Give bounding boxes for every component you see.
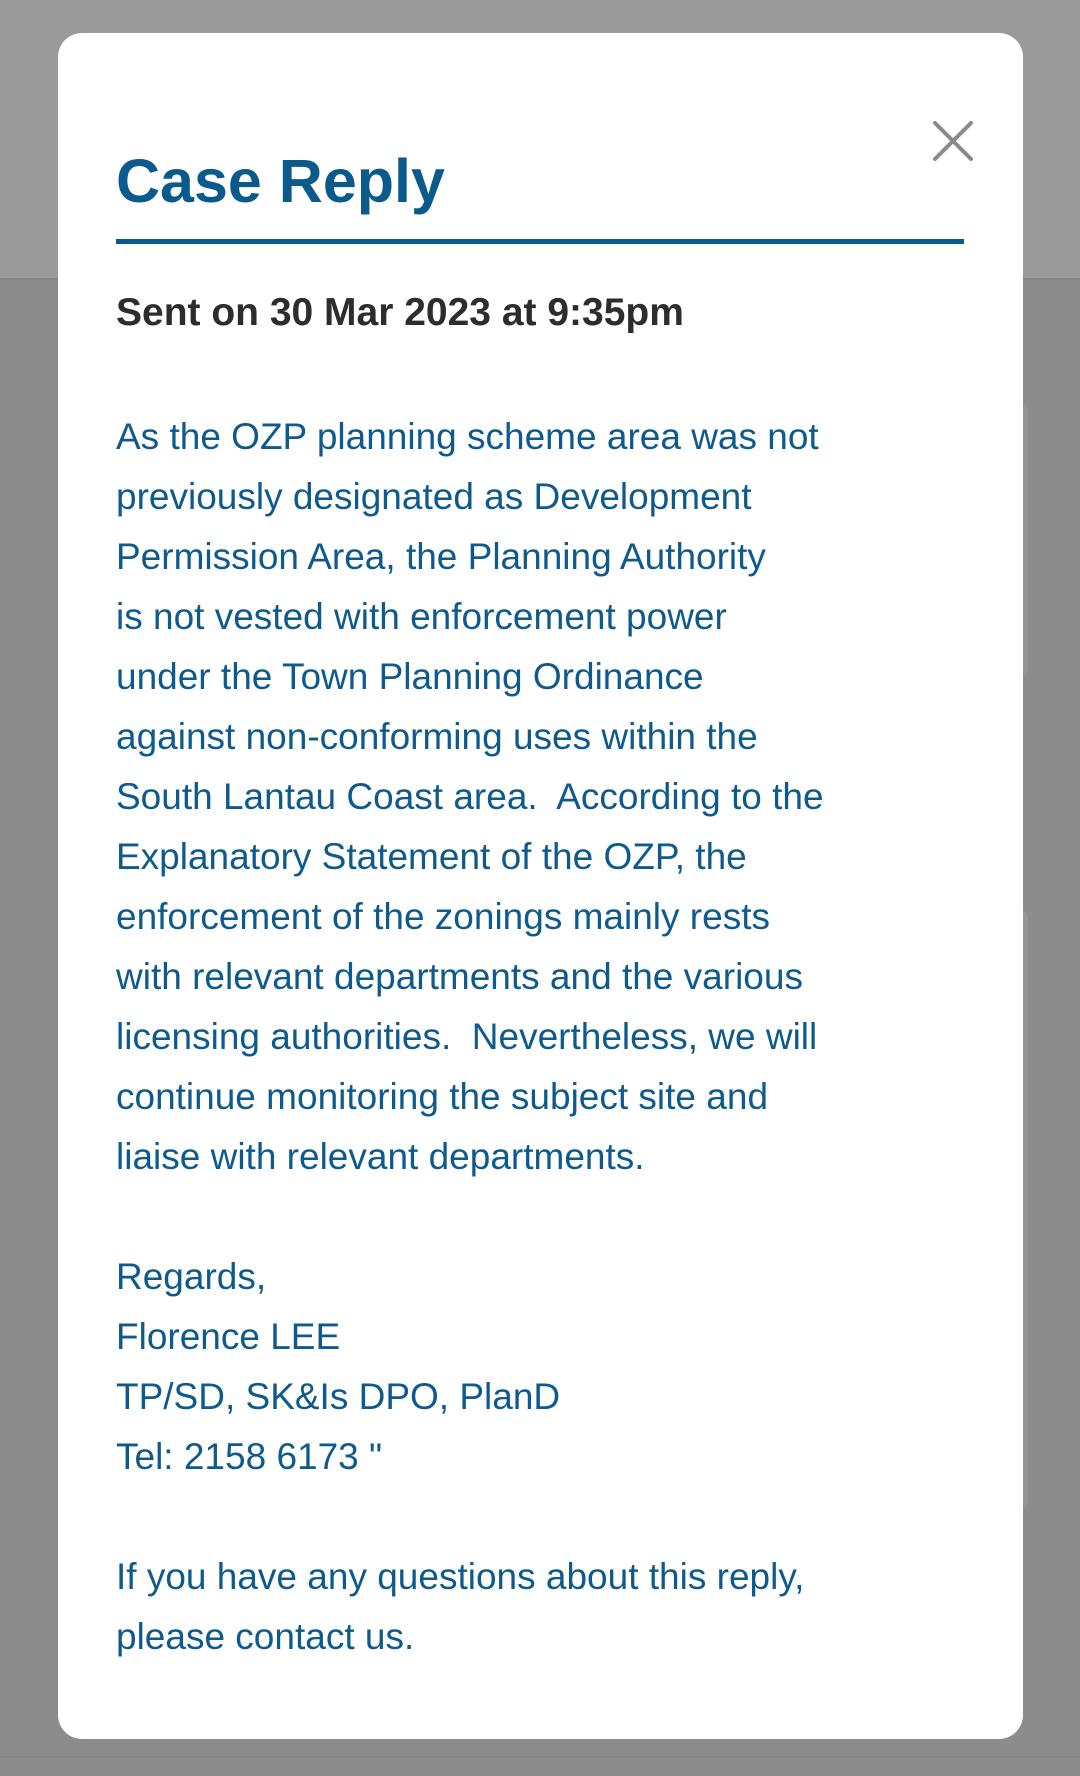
case-reply-dialog (58, 33, 1023, 1739)
reply-body-line: continue monitoring the subject site and (116, 1076, 769, 1117)
reply-body-line: previously designated as Development (116, 476, 752, 517)
close-button[interactable] (931, 119, 975, 163)
reply-body-line: Permission Area, the Planning Authority (116, 536, 766, 577)
reply-body-line: Explanatory Statement of the OZP, the (116, 836, 747, 877)
reply-body-line: liaise with relevant departments. (116, 1136, 645, 1177)
reply-body-line: with relevant departments and the various (116, 956, 803, 997)
sent-timestamp: Sent on 30 Mar 2023 at 9:35pm (116, 291, 684, 334)
title-divider (116, 239, 964, 244)
reply-body-line: As the OZP planning scheme area was not (116, 416, 819, 457)
reply-body-line: under the Town Planning Ordinance (116, 656, 704, 697)
reply-body-line: licensing authorities. Nevertheless, we will (116, 1016, 818, 1057)
close-icon (931, 119, 975, 163)
dialog-title: Case Reply (116, 147, 445, 215)
background-divider (0, 1756, 1080, 1758)
signature-phone: Tel: 2158 6173 " (116, 1436, 383, 1477)
reply-body-line: enforcement of the zonings mainly rests (116, 896, 770, 937)
signature-line: Regards, (116, 1256, 267, 1297)
signature-office: TP/SD, SK&Is DPO, PlanD (116, 1376, 561, 1417)
paragraph-spacer (116, 1487, 996, 1547)
reply-body-line: is not vested with enforcement power (116, 596, 727, 637)
paragraph-spacer (116, 1187, 996, 1247)
signature-name: Florence LEE (116, 1316, 341, 1357)
reply-body-line: against non-conforming uses within the (116, 716, 758, 757)
footer-note-line: please contact us. (116, 1616, 415, 1657)
reply-body-line: South Lantau Coast area. According to the (116, 776, 824, 817)
reply-message (116, 407, 996, 1667)
footer-note-line: If you have any questions about this reply, (116, 1556, 805, 1597)
